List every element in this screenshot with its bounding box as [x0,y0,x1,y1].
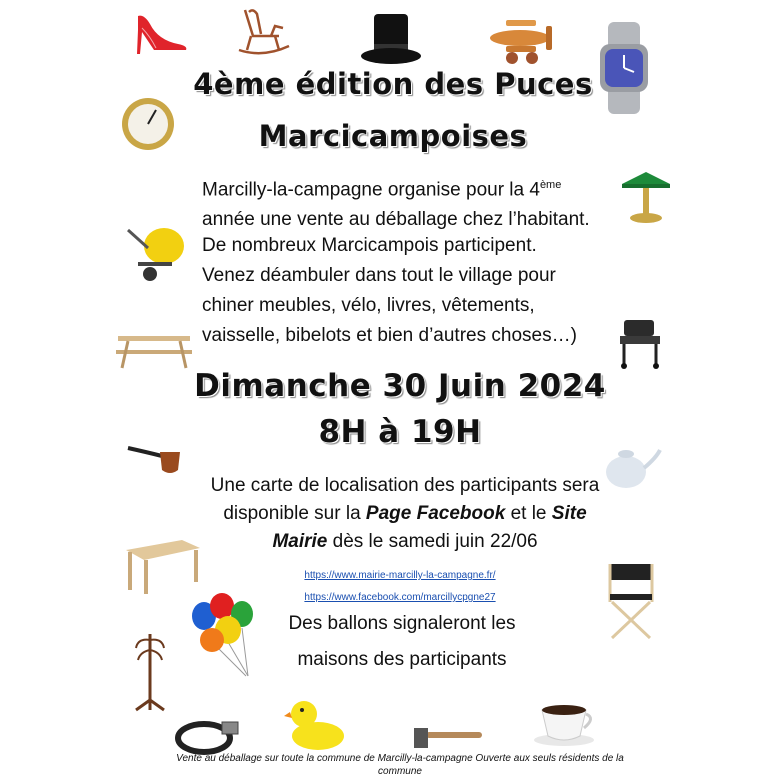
hammer-icon [412,726,484,750]
map-info-line-3: Mairie dès le samedi juin 22/06 [272,531,538,552]
belt-icon [174,714,242,756]
title-line-1: 4ème édition des Puces [193,67,593,101]
rocking-chair-icon [235,6,291,56]
intro-line-1: Marcilly-la-campagne organise pour la 4ème [202,179,562,201]
rubber-duck-icon [284,696,346,752]
intro-paragraph [202,170,622,235]
description-line-1: De nombreux Marcicampois participent. [202,235,537,256]
footer-line-2: commune [378,766,422,777]
map-info-line-1: Une carte de localisation des participants sera [210,475,600,496]
coffee-cup-icon [532,696,602,748]
facebook-page-link[interactable]: https://www.facebook.com/marcillycpgne27 [304,592,496,603]
map-info [180,472,630,556]
cement-mixer-icon [124,222,188,284]
event-date: Dimanche 30 Juin 2024 [194,368,606,404]
footer-line-1: Vente au déballage sur toute la commune de Marcilly-la-campagne Ouverte aux seuls résidents de la [176,753,624,764]
high-heel-shoe-icon [134,10,190,56]
directors-chair-icon [604,562,658,642]
link-facebook-wrap [250,587,550,605]
link-mairie-wrap [250,565,550,583]
description-paragraph [202,231,622,351]
description-line-3: chiner meubles, vélo, livres, vêtements, [202,295,535,316]
title-line-2: Marcicampoises [258,119,528,153]
map-info-line-2: disponible sur la Page Facebook et le Site [223,503,587,524]
intro-line-2: année une vente au déballage chez l’habitant. [202,209,590,231]
coat-rack-icon [130,630,170,712]
description-line-2: Venez déambuler dans tout le village pour [202,265,556,286]
footer-note [150,752,650,778]
event-hours: 8H à 19H [318,414,482,450]
picnic-table-icon [114,330,194,370]
bankers-lamp-icon [618,168,674,224]
balloons-info [262,606,542,678]
balloons-line-1: Des ballons signaleront les [288,613,516,634]
description-line-4: vaisselle, bibelots et bien d’autres choses…) [202,325,577,346]
toy-airplane-icon [482,12,560,66]
balloons-line-2: maisons des participants [297,649,507,670]
top-hat-icon [360,10,422,66]
barbecue-grill-icon [616,318,664,370]
mairie-website-link[interactable]: https://www.mairie-marcilly-la-campagne.fr/ [304,570,496,581]
